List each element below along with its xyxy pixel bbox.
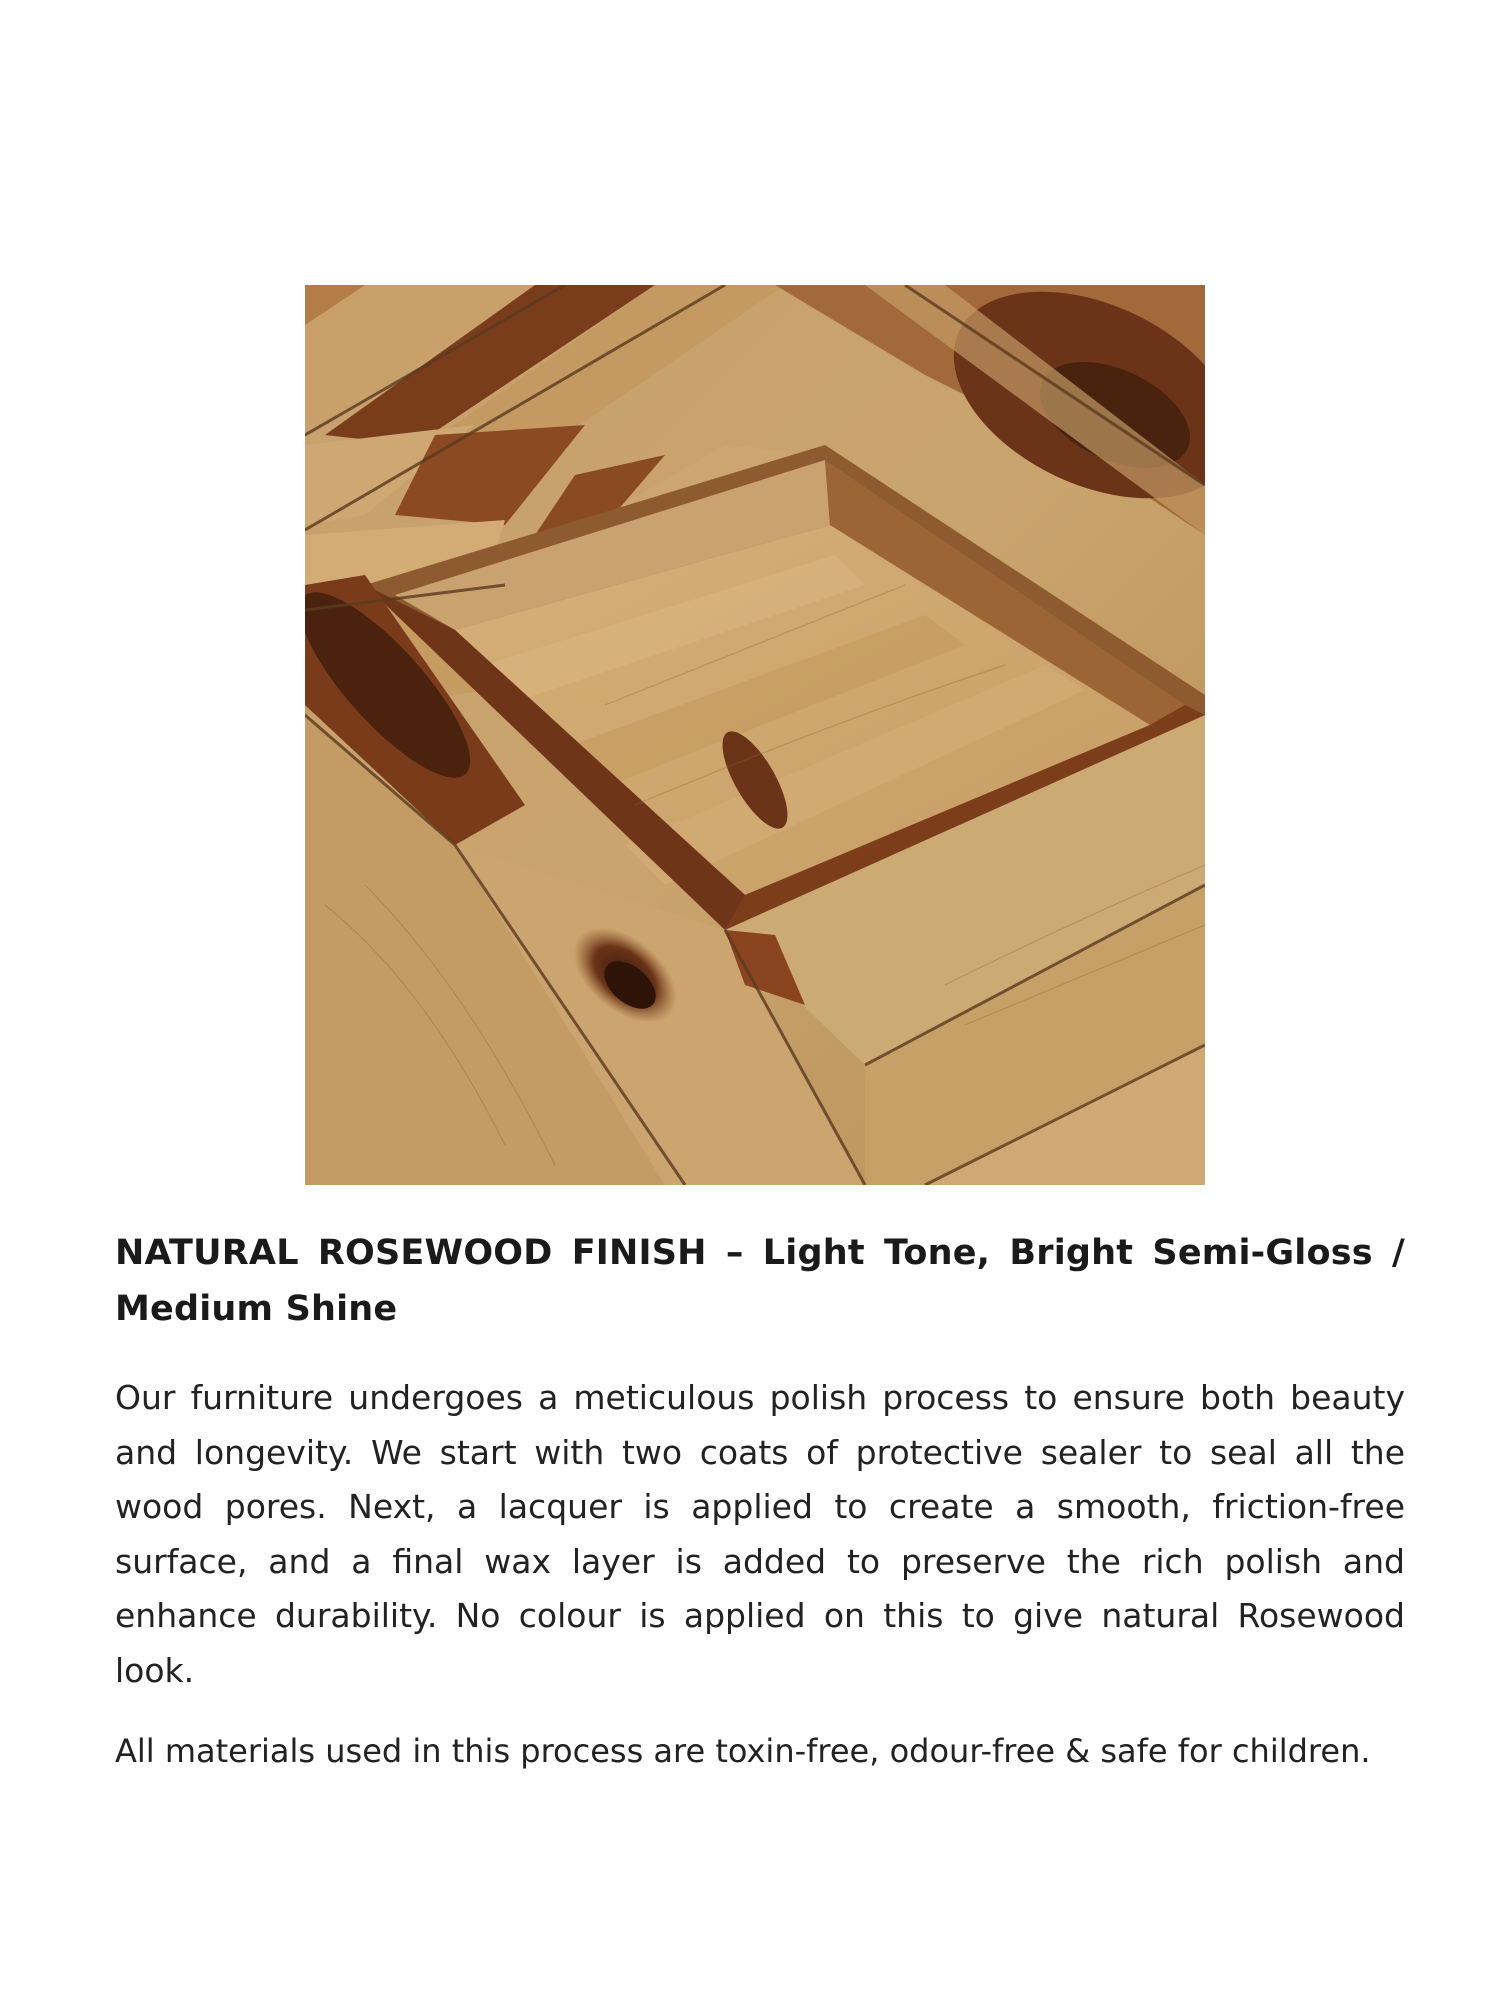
wood-surface-image <box>305 285 1205 1185</box>
finish-description-block <box>115 1225 1405 1805</box>
finish-heading: NATURAL ROSEWOOD FINISH – Light Tone, Bright Semi-Gloss / Medium Shine <box>115 1233 1405 1329</box>
safety-note: All materials used in this process are toxin-free, odour-free & safe for children. <box>115 1732 1371 1770</box>
product-photo <box>305 285 1205 1185</box>
finish-description: Our furniture undergoes a meticulous polish process to ensure both beauty and longevity. We start with two coats of protective sealer to seal all the wood pores. Next, a lacquer is applied to create a smooth, friction-free surface, and a final wax layer is added to preserve the rich polish and enhance durability. No colour is applied on this to give natural Rosewood look. <box>115 1378 1405 1690</box>
